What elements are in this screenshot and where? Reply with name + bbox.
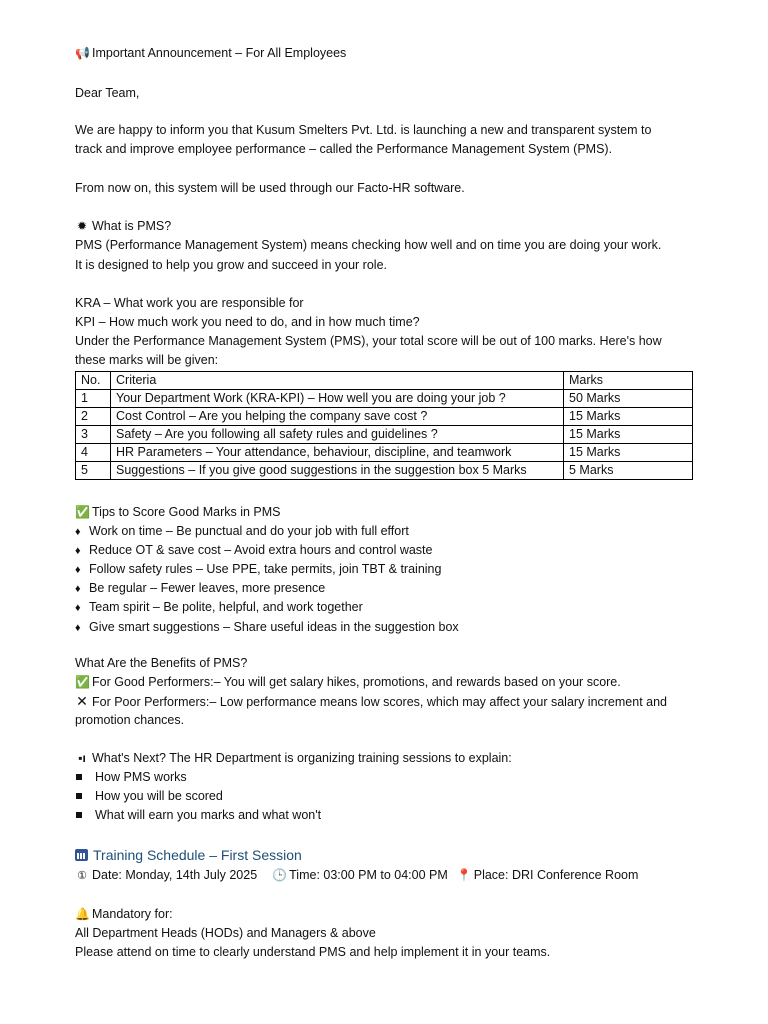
diamond-bullet-icon: ♦ — [75, 583, 81, 595]
cell-criteria: HR Parameters – Your attendance, behaviour, discipline, and teamwork — [111, 444, 564, 462]
cell-marks: 50 Marks — [564, 390, 693, 408]
list-item — [75, 598, 363, 617]
schedule-place: Place: DRI Conference Room — [473, 868, 639, 882]
next-item-text: How PMS works — [95, 770, 187, 784]
diamond-bullet-icon: ♦ — [75, 545, 81, 557]
what-is-line-2: It is designed to help you grow and succeed in your role. — [75, 258, 387, 272]
poor-performers-text: For Poor Performers:– Low performance means low scores, which may affect your salary increment and — [92, 695, 667, 709]
tips-heading — [75, 503, 281, 521]
tip-text: Work on time – Be punctual and do your job with full effort — [89, 524, 409, 538]
good-performers-text: For Good Performers:– You will get salary hikes, promotions, and rewards based on your score. — [92, 675, 621, 689]
diamond-bullet-icon: ♦ — [75, 564, 81, 576]
col-header-no: No. — [76, 372, 111, 390]
pms-name: Performance Management System (PMS). — [376, 142, 613, 156]
list-item — [75, 787, 223, 805]
good-performers-line — [75, 673, 621, 691]
table-row — [76, 426, 693, 444]
cell-marks: 15 Marks — [564, 444, 693, 462]
pin-icon: 📍 — [456, 868, 472, 882]
cell-criteria: Suggestions – If you give good suggestions in the suggestion box 5 Marks — [111, 462, 564, 480]
intro-line-1: We are happy to inform you that Kusum Smelters Pvt. Ltd. is launching a new and transparent system to — [75, 123, 652, 137]
tip-text: Reduce OT & save cost – Avoid extra hours and control waste — [89, 543, 433, 557]
benefits-heading: What Are the Benefits of PMS? — [75, 656, 248, 670]
greeting: Dear Team, — [75, 86, 140, 100]
cell-no: 2 — [76, 408, 111, 426]
what-is-heading — [75, 217, 171, 235]
cell-criteria: Safety – Are you following all safety rules and guidelines ? — [111, 426, 564, 444]
cell-criteria: Cost Control – Are you helping the company save cost ? — [111, 408, 564, 426]
announcement-title — [75, 44, 346, 62]
col-header-criteria: Criteria — [111, 372, 564, 390]
mandatory-line-1: All Department Heads (HODs) and Managers & above — [75, 926, 376, 940]
cell-marks: 15 Marks — [564, 408, 693, 426]
tips-heading-text: Tips to Score Good Marks in PMS — [92, 505, 281, 519]
tip-text: Team spirit – Be polite, helpful, and work together — [89, 600, 363, 614]
list-item — [75, 806, 321, 824]
table-row — [76, 390, 693, 408]
col-header-marks: Marks — [564, 372, 693, 390]
whats-next-line — [75, 749, 512, 767]
marks-table — [75, 371, 693, 480]
cell-no: 5 — [76, 462, 111, 480]
intro-text: track and improve employee performance – called the — [75, 142, 377, 156]
kra-line: KRA – What work you are responsible for — [75, 296, 304, 310]
square-bullet-icon — [76, 774, 82, 780]
sun-icon: ✹ — [76, 219, 88, 233]
next-item-text: How you will be scored — [95, 789, 223, 803]
poor-performers-line — [75, 692, 667, 711]
table-header-row — [76, 372, 693, 390]
score-intro-line-1: Under the Performance Management System (PMS), your total score will be out of 100 marks. Here's how — [75, 334, 662, 348]
list-item — [75, 768, 187, 786]
square-bullet-icon — [76, 793, 82, 799]
next-item-text: What will earn you marks and what won't — [95, 808, 322, 822]
score-intro-line-2: these marks will be given: — [75, 353, 219, 367]
whats-next-text: The HR Department is organizing training sessions to explain: — [165, 751, 512, 765]
schedule-time: Time: 03:00 PM to 04:00 PM — [289, 868, 448, 882]
table-row — [76, 462, 693, 480]
list-item — [75, 560, 441, 579]
what-is-heading-text: What is PMS? — [92, 219, 172, 233]
diamond-bullet-icon: ♦ — [75, 602, 81, 614]
cell-no: 1 — [76, 390, 111, 408]
list-item — [75, 522, 409, 541]
cell-no: 4 — [76, 444, 111, 462]
list-item — [75, 579, 325, 598]
calendar-day-icon: ① — [77, 870, 87, 882]
poor-performers-line-2: promotion chances. — [75, 713, 185, 727]
tip-text: Follow safety rules – Use PPE, take permits, join TBT & training — [89, 562, 442, 576]
intro-line-2 — [75, 140, 612, 158]
diamond-bullet-icon: ♦ — [75, 622, 81, 634]
check-icon: ✅ — [75, 675, 90, 689]
facto-hr-line: From now on, this system will be used through our Facto-HR software. — [75, 181, 465, 195]
cell-marks: 5 Marks — [564, 462, 693, 480]
whats-next-heading: What's Next? — [92, 751, 166, 765]
mandatory-line-2: Please attend on time to clearly understand PMS and help implement it in your teams. — [75, 945, 551, 959]
check-icon: ✅ — [75, 505, 90, 519]
mandatory-heading-text: Mandatory for: — [92, 907, 173, 921]
cell-marks: 15 Marks — [564, 426, 693, 444]
schedule-heading-text: Training Schedule – First Session — [93, 847, 302, 863]
megaphone-icon: 📢 — [75, 46, 90, 60]
kpi-line: KPI – How much work you need to do, and in how much time? — [75, 315, 420, 329]
signal-icon: ▪ı — [78, 751, 86, 765]
schedule-details — [75, 866, 638, 885]
what-is-line-1: PMS (Performance Management System) means checking how well and on time you are doing your work. — [75, 238, 662, 252]
schedule-heading — [75, 846, 302, 864]
schedule-date: Date: Monday, 14th July 2025 — [92, 868, 258, 882]
cross-icon: ✕ — [76, 693, 88, 709]
list-item — [75, 618, 459, 637]
table-row — [76, 408, 693, 426]
cell-criteria: Your Department Work (KRA-KPI) – How well you are doing your job ? — [111, 390, 564, 408]
bell-icon: 🔔 — [75, 907, 90, 921]
table-row — [76, 444, 693, 462]
tip-text: Give smart suggestions – Share useful ideas in the suggestion box — [89, 620, 459, 634]
list-item — [75, 541, 432, 560]
mandatory-heading — [75, 905, 173, 923]
calendar-icon — [75, 849, 88, 861]
title-text: Important Announcement – For All Employees — [92, 46, 347, 60]
clock-icon: 🕒 — [272, 868, 288, 882]
tip-text: Be regular – Fewer leaves, more presence — [89, 581, 326, 595]
square-bullet-icon — [76, 812, 82, 818]
diamond-bullet-icon: ♦ — [75, 526, 81, 538]
cell-no: 3 — [76, 426, 111, 444]
